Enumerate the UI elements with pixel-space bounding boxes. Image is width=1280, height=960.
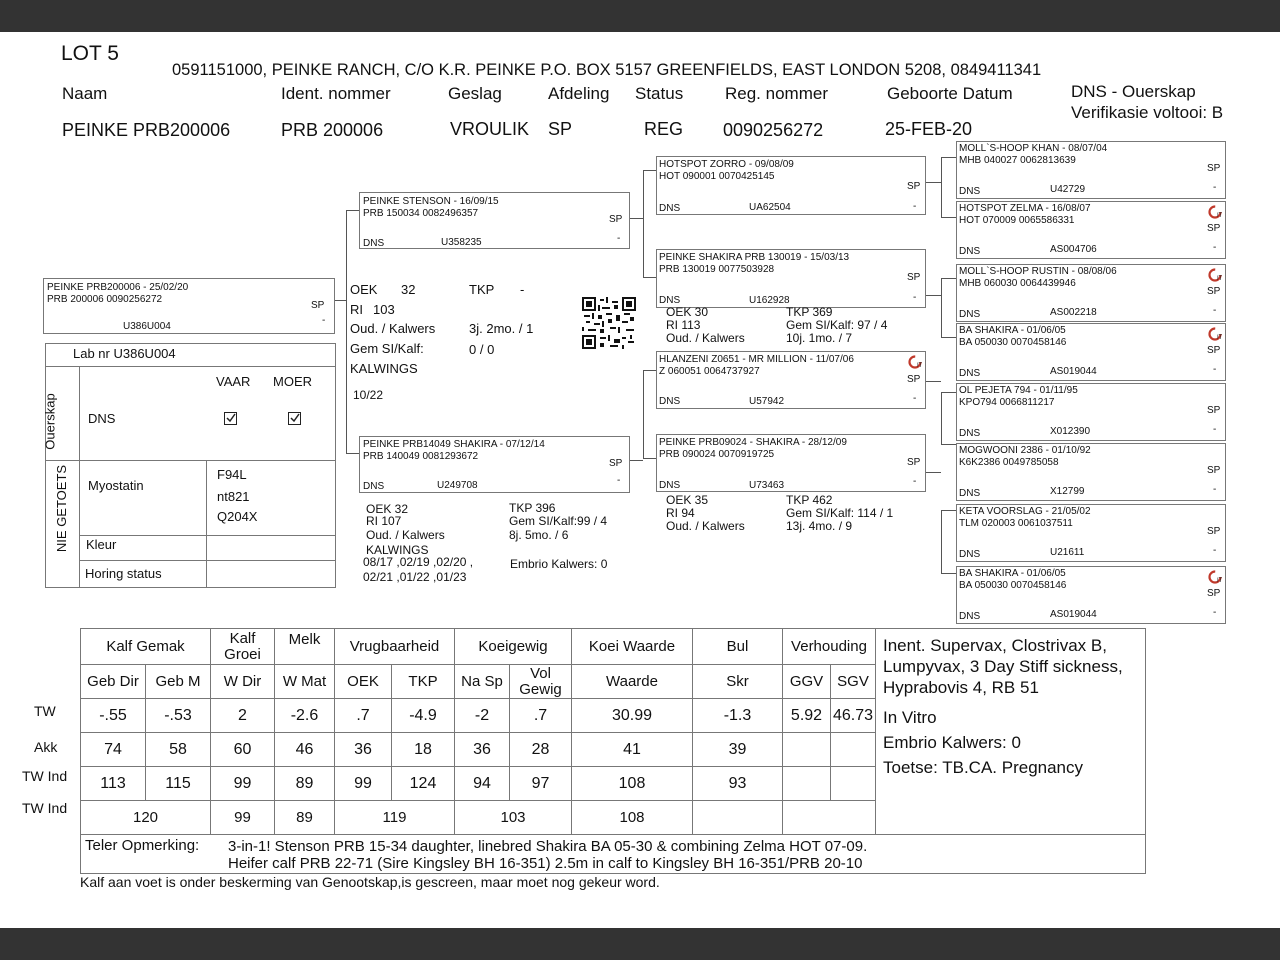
lab-vertical-divider (206, 460, 207, 588)
self-oek: 32 (401, 282, 416, 297)
pedigree-sp: SP (1207, 345, 1221, 356)
pedigree-box-ggp-8 (956, 566, 1226, 624)
akk-cell: 36 (335, 733, 392, 767)
self-oek-label: OEK (350, 282, 378, 297)
pedigree-code: U73463 (749, 480, 785, 491)
footer-note: Kalf aan voet is onder beskerming van Genootskap,is gescreen, maar moet nog gekeur word. (80, 874, 660, 890)
vaar-checkbox (224, 412, 237, 430)
verifikasie: Verifikasie voltooi: B (1071, 103, 1224, 122)
society-logo-icon (908, 355, 922, 369)
self-gem: 0 / 0 (469, 342, 495, 357)
pedigree-line2: KPO794 0066811217 (959, 397, 1055, 408)
pedigree-dash: - (913, 393, 917, 404)
pedigree-title: BA SHAKIRA - 01/06/05 (959, 568, 1066, 579)
tw-cell: .7 (510, 699, 572, 733)
akk-cell: 60 (211, 733, 275, 767)
lab-vertical-divider (79, 366, 80, 588)
pedigree-box-sire (359, 192, 630, 249)
pedigree-box-ggp-5 (956, 383, 1226, 441)
pedigree-box-gp-1 (656, 156, 926, 215)
gp4-oud-value: 13j. 4mo. / 9 (786, 519, 853, 533)
bottom-bar (0, 928, 1280, 960)
nie-getoets-label: NIE GETOETS (54, 464, 70, 553)
gp4-gem: Gem SI/Kalf: 114 / 1 (786, 506, 894, 520)
column-header: W Mat (275, 665, 335, 699)
pedigree-dash: - (1213, 545, 1217, 556)
connector (941, 392, 942, 444)
self-kalwings-dates: 10/22 (353, 388, 384, 402)
horing-label: Horing status (85, 566, 162, 581)
pedigree-line2: HOT 070009 0065586331 (959, 215, 1075, 226)
row-label-tw: TW (34, 703, 56, 719)
pedigree-box-gp-2 (656, 249, 926, 308)
pedigree-code: U42729 (1050, 184, 1086, 195)
dam-kalwings: KALWINGS (366, 543, 429, 557)
pedigree-title: OL PEJETA 794 - 01/11/95 (959, 385, 1078, 396)
connector (941, 337, 957, 338)
connector (346, 210, 360, 211)
pedigree-dash: - (1213, 484, 1217, 495)
pedigree-title: MOLL`S-HOOP RUSTIN - 08/08/06 (959, 266, 1117, 277)
pedigree-line2: BA 050030 0070458146 (959, 337, 1067, 348)
gp2-tkp: TKP 369 (786, 305, 833, 319)
pedigree-dns: DNS (959, 428, 981, 439)
animal-ident: PRB 200006 (281, 120, 384, 140)
gp2-ri: RI 113 (666, 318, 701, 332)
group-koeigewig: Koeigewig (455, 629, 572, 665)
connector (643, 170, 657, 171)
pedigree-line2: PRB 090024 0070919725 (659, 449, 775, 460)
kleur-label: Kleur (86, 537, 117, 552)
twind-cell: 99 (335, 767, 392, 801)
pedigree-title: MOGWOONI 2386 - 01/10/92 (959, 445, 1091, 456)
ouerskap-label: Ouerskap (42, 393, 58, 450)
pedigree-dns: DNS (959, 488, 981, 499)
svg-text:IT: IT (1217, 276, 1222, 282)
akk-cell: 28 (510, 733, 572, 767)
pedigree-box-ggp-6 (956, 443, 1226, 501)
twind2-cell (693, 801, 783, 835)
gp4-oek: OEK 35 (666, 493, 709, 507)
society-logo-icon (1208, 268, 1222, 282)
tw-cell: -4.9 (392, 699, 455, 733)
performance-table (80, 628, 1146, 874)
pedigree-title: MOLL`S-HOOP KHAN - 08/07/04 (959, 143, 1108, 154)
connector (941, 157, 942, 217)
twind-cell: 93 (693, 767, 783, 801)
connector (926, 295, 941, 296)
tw-cell: 46.73 (831, 699, 876, 733)
group-kalf-gemak: Kalf Gemak (81, 629, 211, 665)
twind-cell (783, 767, 831, 801)
pedigree-dns: DNS (959, 309, 981, 320)
teler-opmerking-cell (81, 835, 1146, 874)
group-bul: Bul (693, 629, 783, 665)
pedigree-sp: SP (1207, 405, 1221, 416)
twind-cell: 94 (455, 767, 510, 801)
self-gem-label: Gem SI/Kalf: (350, 341, 424, 356)
society-logo-icon (1208, 205, 1222, 219)
moer-label: MOER (273, 374, 312, 389)
pedigree-dash: - (913, 476, 917, 487)
connector (941, 573, 957, 574)
dns-status: DNS - Ouerskap (1071, 82, 1196, 101)
lab-divider (46, 460, 335, 461)
qr-code (582, 297, 636, 349)
dam-embrio: Embrio Kalwers: 0 (510, 557, 608, 571)
pedigree-code: AS004706 (1050, 244, 1097, 255)
pedigree-dns: DNS (959, 246, 981, 257)
pedigree-code: X012390 (1050, 426, 1091, 437)
svg-text:IT: IT (1217, 335, 1222, 341)
dam-dates1: 08/17 ,02/19 ,02/20 , (363, 555, 474, 569)
in-vitro: In Vitro (883, 708, 937, 727)
dam-dates2: 02/21 ,01/22 ,01/23 (363, 570, 467, 584)
akk-cell (831, 733, 876, 767)
teler-line: 3-in-1! Stenson PRB 15-34 daughter, linebred Shakira BA 05-30 & combining Zelma HOT 07-09. (228, 838, 868, 855)
pedigree-dash: - (1213, 242, 1217, 253)
animal-afdeling: SP (548, 119, 573, 139)
pedigree-sp: SP (1207, 223, 1221, 234)
pedigree-box-gp-4 (656, 434, 926, 492)
connector (630, 460, 643, 461)
pedigree-title: HLANZENI Z0651 - MR MILLION - 11/07/06 (659, 354, 854, 365)
tw-cell: -2.6 (275, 699, 335, 733)
group-kalf-groei: Kalf Groei (211, 629, 275, 665)
lab-divider (46, 366, 335, 367)
dam-oek: OEK 32 (366, 502, 409, 516)
pedigree-sp: SP (609, 458, 623, 469)
connector (941, 157, 957, 158)
tw-cell: -.55 (81, 699, 146, 733)
pedigree-dash: - (913, 292, 917, 303)
self-oud: 3j. 2mo. / 1 (469, 321, 534, 336)
pedigree-code: U386U004 (123, 321, 171, 332)
dam-oud: Oud. / Kalwers (366, 528, 445, 542)
column-header: OEK (335, 665, 392, 699)
akk-cell: 74 (81, 733, 146, 767)
notes-line: Lumpyvax, 3 Day Stiff sickness, (883, 657, 1123, 676)
pedigree-title: PEINKE PRB09024 - SHAKIRA - 28/12/09 (659, 437, 847, 448)
tw-cell: 5.92 (783, 699, 831, 733)
pedigree-line2: K6K2386 0049785058 (959, 457, 1059, 468)
self-ri-label: RI (350, 302, 363, 317)
pedigree-sp: SP (609, 214, 623, 225)
pedigree-line2: BA 050030 0070458146 (959, 580, 1067, 591)
tw-cell: 30.99 (572, 699, 693, 733)
pedigree-box-gp-3 (656, 351, 926, 409)
connector (926, 182, 941, 183)
row-label-akk: Akk (34, 739, 58, 755)
moer-checkbox (288, 412, 301, 430)
pedigree-sp: SP (1207, 588, 1221, 599)
gp2-gem: Gem SI/Kalf: 97 / 4 (786, 318, 888, 332)
twind2-cell: 89 (275, 801, 335, 835)
pedigree-sp: SP (1207, 526, 1221, 537)
lab-nr: Lab nr U386U004 (73, 346, 176, 361)
dam-tkp: TKP 396 (509, 501, 556, 515)
twind-cell: 99 (211, 767, 275, 801)
dam-gem: Gem SI/Kalf:99 / 4 (509, 514, 608, 528)
pedigree-dns: DNS (659, 203, 681, 214)
pedigree-code: U162928 (749, 295, 790, 306)
connector (643, 370, 657, 371)
twind2-cell: 120 (81, 801, 211, 835)
top-bar (0, 0, 1280, 32)
header-ident: Ident. nommer (281, 84, 391, 103)
connector (926, 472, 941, 473)
pedigree-dns: DNS (363, 481, 385, 492)
embrio-kalwers: Embrio Kalwers: 0 (883, 733, 1021, 752)
pedigree-sp: SP (1207, 163, 1221, 174)
akk-cell: 58 (146, 733, 211, 767)
vaar-label: VAAR (216, 374, 251, 389)
column-header: TKP (392, 665, 455, 699)
svg-text:IT: IT (917, 363, 922, 369)
connector (941, 278, 942, 337)
dns-label: DNS (88, 411, 116, 426)
header-naam: Naam (62, 84, 108, 103)
column-header: W Dir (211, 665, 275, 699)
myostatin-value: nt821 (217, 489, 250, 504)
column-header: Skr (693, 665, 783, 699)
pedigree-dns: DNS (363, 238, 385, 249)
connector (346, 210, 347, 453)
gp4-ri: RI 94 (666, 506, 695, 520)
pedigree-title: BA SHAKIRA - 01/06/05 (959, 325, 1066, 336)
gp2-oud: Oud. / Kalwers (666, 331, 745, 345)
notes-line: Hyprabovis 4, RB 51 (883, 678, 1039, 697)
group-vrugbaarheid: Vrugbaarheid (335, 629, 455, 665)
twind-cell: 108 (572, 767, 693, 801)
pedigree-dns: DNS (659, 480, 681, 491)
pedigree-code: U57942 (749, 396, 785, 407)
lab-divider (79, 560, 335, 561)
column-header: Waarde (572, 665, 693, 699)
tw-cell: -1.3 (693, 699, 783, 733)
breeder-info: 0591151000, PEINKE RANCH, C/O K.R. PEINKE P.O. BOX 5157 GREENFIELDS, EAST LONDON 5208, 0849411341 (172, 61, 1042, 79)
twind-cell: 97 (510, 767, 572, 801)
pedigree-box-dam (359, 436, 630, 493)
animal-status: REG (644, 119, 684, 139)
society-logo-icon (1208, 327, 1222, 341)
svg-text:IT: IT (1217, 213, 1222, 219)
tw-cell: 2 (211, 699, 275, 733)
pedigree-box-self (43, 278, 335, 334)
pedigree-title: HOTSPOT ZORRO - 09/08/09 (659, 159, 794, 170)
pedigree-code: X12799 (1050, 486, 1085, 497)
twind2-cell: 103 (455, 801, 572, 835)
lab-box (42, 343, 336, 588)
pedigree-box-ggp-3 (956, 264, 1226, 322)
self-oud-label: Oud. / Kalwers (350, 321, 436, 336)
connector (941, 444, 957, 445)
twind2-cell: 119 (335, 801, 455, 835)
akk-cell: 39 (693, 733, 783, 767)
teler-label: Teler Opmerking: (85, 837, 200, 854)
connector (346, 453, 360, 454)
pedigree-dash: - (617, 233, 621, 244)
pedigree-box-ggp-2 (956, 201, 1226, 259)
dam-ri: RI 107 (366, 514, 402, 528)
connector (941, 278, 957, 279)
pedigree-code: UA62504 (749, 202, 791, 213)
pedigree-box-ggp-7 (956, 504, 1226, 562)
row-label-twind: TW Ind (22, 768, 68, 784)
teler-line: Heifer calf PRB 22-71 (Sire Kingsley BH 16-351) 2.5m in calf to Kingsley BH 16-351/PRB 20-10 (228, 855, 863, 872)
pedigree-dns: DNS (959, 186, 981, 197)
pedigree-dash: - (1213, 182, 1217, 193)
pedigree-code: U21611 (1050, 547, 1085, 558)
header-status: Status (635, 84, 684, 103)
twind-cell: 113 (81, 767, 146, 801)
pedigree-dash: - (1213, 305, 1217, 316)
akk-cell: 18 (392, 733, 455, 767)
myostatin-label: Myostatin (88, 478, 144, 493)
pedigree-title: PEINKE PRB14049 SHAKIRA - 07/12/14 (363, 439, 545, 450)
group-koei-waarde: Koei Waarde (572, 629, 693, 665)
pedigree-code: U358235 (441, 237, 482, 248)
connector (941, 217, 957, 218)
akk-cell: 46 (275, 733, 335, 767)
pedigree-dns: DNS (959, 611, 981, 622)
twind-cell: 89 (275, 767, 335, 801)
twind-cell: 115 (146, 767, 211, 801)
animal-naam: PEINKE PRB200006 (62, 120, 231, 140)
self-tkp: - (520, 282, 525, 297)
twind2-cell: 108 (572, 801, 693, 835)
pedigree-line2: MHB 060030 0064439946 (959, 278, 1076, 289)
notes-line: Inent. Supervax, Clostrivax B, (883, 636, 1107, 655)
pedigree-code: U249708 (437, 480, 478, 491)
connector (941, 510, 942, 573)
gp4-tkp: TKP 462 (786, 493, 833, 507)
pedigree-line2: Z 060051 0064737927 (659, 366, 760, 377)
group-melk: Melk (275, 629, 335, 665)
header-geboorte: Geboorte Datum (887, 84, 1013, 103)
lot-number: LOT 5 (61, 42, 119, 65)
pedigree-line2: PRB 140049 0081293672 (363, 451, 479, 462)
twind-cell: 124 (392, 767, 455, 801)
pedigree-title: PEINKE SHAKIRA PRB 130019 - 15/03/13 (659, 252, 850, 263)
society-logo-icon (1208, 570, 1222, 584)
pedigree-dns: DNS (659, 396, 681, 407)
pedigree-box-ggp-4 (956, 323, 1226, 381)
pedigree-sp: SP (907, 272, 921, 283)
tw-cell: -2 (455, 699, 510, 733)
pedigree-dns: DNS (659, 295, 681, 306)
pedigree-title: KETA VOORSLAG - 21/05/02 (959, 506, 1091, 517)
gp2-oud-value: 10j. 1mo. / 7 (786, 331, 853, 345)
twind2-cell (783, 801, 876, 835)
pedigree-line2: TLM 020003 0061037511 (959, 518, 1073, 529)
pedigree-line2: MHB 040027 0062813639 (959, 155, 1076, 166)
pedigree-sp: SP (1207, 286, 1221, 297)
connector (926, 381, 941, 382)
group-verhouding: Verhouding (783, 629, 876, 665)
pedigree-title: PEINKE STENSON - 16/09/15 (363, 196, 499, 207)
akk-cell (783, 733, 831, 767)
twind2-cell: 99 (211, 801, 275, 835)
pedigree-line2: PRB 130019 0077503928 (659, 264, 775, 275)
connector (630, 218, 643, 219)
connector (643, 277, 657, 278)
akk-cell: 41 (572, 733, 693, 767)
pedigree-dash: - (1213, 364, 1217, 375)
self-kalwings: KALWINGS (350, 361, 418, 376)
column-header: GGV (783, 665, 831, 699)
header-reg: Reg. nommer (725, 84, 828, 103)
svg-text:IT: IT (1217, 578, 1222, 584)
row-label-twind-2: TW Ind (22, 800, 68, 816)
pedigree-line2: PRB 150034 0082496357 (363, 208, 479, 219)
column-header: Geb M (146, 665, 211, 699)
column-header: Vol Gewig (510, 665, 572, 699)
myostatin-value: Q204X (217, 509, 258, 524)
notes-cell (876, 629, 1146, 835)
myostatin-value: F94L (217, 467, 247, 482)
pedigree-dash: - (617, 475, 621, 486)
pedigree-line2: HOT 090001 0070425145 (659, 171, 775, 182)
animal-reg: 0090256272 (723, 120, 824, 140)
pedigree-sp: SP (311, 300, 325, 311)
gp4-oud: Oud. / Kalwers (666, 519, 745, 533)
connector (643, 458, 657, 459)
pedigree-sp: SP (907, 181, 921, 192)
pedigree-dash: - (1213, 607, 1217, 618)
header-geslag: Geslag (448, 84, 502, 103)
column-header: Geb Dir (81, 665, 146, 699)
tw-cell: -.53 (146, 699, 211, 733)
connector (941, 510, 957, 511)
gp2-oek: OEK 30 (666, 305, 709, 319)
lab-divider (79, 535, 335, 536)
pedigree-box-ggp-1 (956, 141, 1226, 199)
dam-oud-value: 8j. 5mo. / 6 (509, 528, 569, 542)
pedigree-sp: SP (907, 374, 921, 385)
connector (643, 370, 644, 458)
column-header: Na Sp (455, 665, 510, 699)
self-ri: 103 (373, 302, 395, 317)
connector (941, 392, 957, 393)
pedigree-dns: DNS (959, 368, 981, 379)
twind-cell (831, 767, 876, 801)
connector (643, 170, 644, 277)
pedigree-dash: - (913, 201, 917, 212)
pedigree-code: AS019044 (1050, 366, 1097, 377)
pedigree-dash: - (322, 315, 326, 326)
animal-geslag: VROULIK (450, 119, 530, 139)
pedigree-title: HOTSPOT ZELMA - 16/08/07 (959, 203, 1091, 214)
column-header: SGV (831, 665, 876, 699)
pedigree-sp: SP (1207, 465, 1221, 476)
pedigree-code: AS019044 (1050, 609, 1097, 620)
header-afdeling: Afdeling (548, 84, 610, 103)
toetse: Toetse: TB.CA. Pregnancy (883, 758, 1084, 777)
pedigree-sp: SP (907, 457, 921, 468)
pedigree-dns: DNS (959, 549, 981, 560)
tw-cell: .7 (335, 699, 392, 733)
self-tkp-label: TKP (469, 282, 495, 297)
pedigree-line2: PRB 200006 0090256272 (47, 294, 163, 305)
pedigree-dash: - (1213, 424, 1217, 435)
animal-geboorte: 25-FEB-20 (885, 119, 973, 139)
pedigree-title: PEINKE PRB200006 - 25/02/20 (47, 282, 189, 293)
akk-cell: 36 (455, 733, 510, 767)
pedigree-code: AS002218 (1050, 307, 1097, 318)
